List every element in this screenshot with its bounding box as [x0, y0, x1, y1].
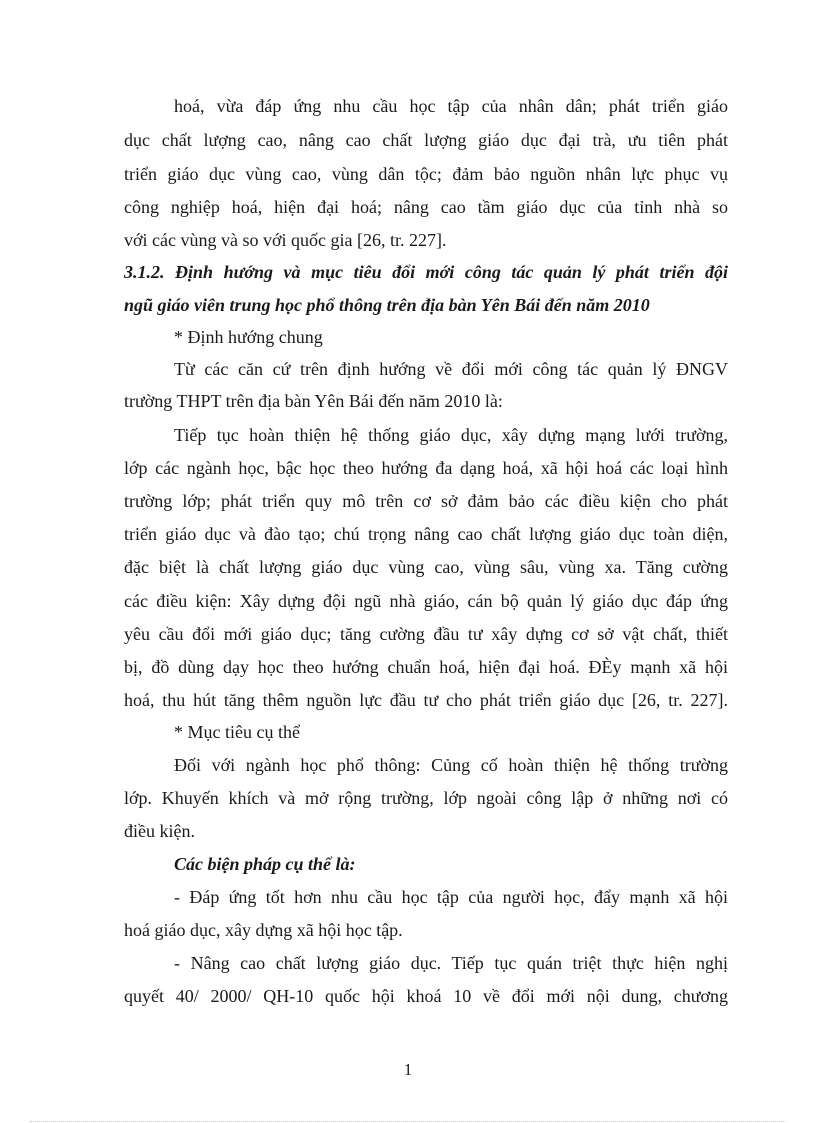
text-line: - Nâng cao chất lượng giáo dục. Tiếp tục quán triệt thực hiện nghị: [174, 953, 728, 973]
text-line: trường lớp; phát triển quy mô trên cơ sở đảm bảo các điều kiện cho phát: [124, 491, 728, 511]
text-line: lớp các ngành học, bậc học theo hướng đa dạng hoá, xã hội hoá các loại hình: [124, 458, 728, 478]
section-heading: ngũ giáo viên trung học phổ thông trên địa bàn Yên Bái đến năm 2010: [124, 295, 650, 315]
text-line: điều kiện.: [124, 821, 195, 841]
text-line: yêu cầu đổi mới giáo dục; tăng cường đầu tư xây dựng cơ sở vật chất, thiết: [124, 624, 728, 644]
text-line: dục chất lượng cao, nâng cao chất lượng giáo dục đại trà, ưu tiên phát: [124, 130, 728, 150]
text-line: triển giáo dục và đào tạo; chú trọng nâng cao chất lượng giáo dục toàn diện,: [124, 524, 728, 544]
text-line: - Đáp ứng tốt hơn nhu cầu học tập của người học, đẩy mạnh xã hội: [174, 887, 728, 907]
page-number: 1: [403, 1060, 413, 1079]
page-edge-rule: [30, 1121, 786, 1122]
text-line: với các vùng và so với quốc gia [26, tr. 227].: [124, 230, 447, 250]
subheading: Các biện pháp cụ thể là:: [174, 854, 356, 874]
text-line: công nghiệp hoá, hiện đại hoá; nâng cao tầm giáo dục của tỉnh nhà so: [124, 197, 728, 217]
subheading: * Mục tiêu cụ thể: [174, 722, 300, 742]
text-line: Tiếp tục hoàn thiện hệ thống giáo dục, xây dựng mạng lưới trường,: [174, 425, 728, 445]
text-line: các điều kiện: Xây dựng đội ngũ nhà giáo, cán bộ quản lý giáo dục đáp ứng: [124, 591, 728, 611]
subheading: * Định hướng chung: [174, 327, 323, 347]
text-line: đặc biệt là chất lượng giáo dục vùng cao, vùng sâu, vùng xa. Tăng cường: [124, 557, 728, 577]
text-line: quyết 40/ 2000/ QH-10 quốc hội khoá 10 về đổi mới nội dung, chương: [124, 986, 728, 1006]
text-line: bị, đồ dùng dạy học theo hướng chuẩn hoá, hiện đại hoá. ĐÈy mạnh xã hội: [124, 657, 728, 677]
text-line: triển giáo dục vùng cao, vùng dân tộc; đảm bảo nguồn nhân lực phục vụ: [124, 164, 728, 184]
text-line: hoá, thu hút tăng thêm nguồn lực đầu tư cho phát triển giáo dục [26, tr. 227].: [124, 690, 728, 710]
section-heading: 3.1.2. Định hướng và mục tiêu đổi mới công tác quản lý phát triển đội: [124, 262, 728, 282]
text-line: Đối với ngành học phổ thông: Củng cố hoàn thiện hệ thống trường: [174, 755, 728, 775]
text-line: trường THPT trên địa bàn Yên Bái đến năm 2010 là:: [124, 391, 503, 411]
text-line: lớp. Khuyến khích và mở rộng trường, lớp ngoài công lập ở những nơi có: [124, 788, 728, 808]
text-line: hoá, vừa đáp ứng nhu cầu học tập của nhân dân; phát triển giáo: [174, 96, 728, 116]
text-line: hoá giáo dục, xây dựng xã hội học tập.: [124, 920, 403, 940]
text-line: Từ các căn cứ trên định hướng về đổi mới công tác quản lý ĐNGV: [174, 359, 728, 379]
